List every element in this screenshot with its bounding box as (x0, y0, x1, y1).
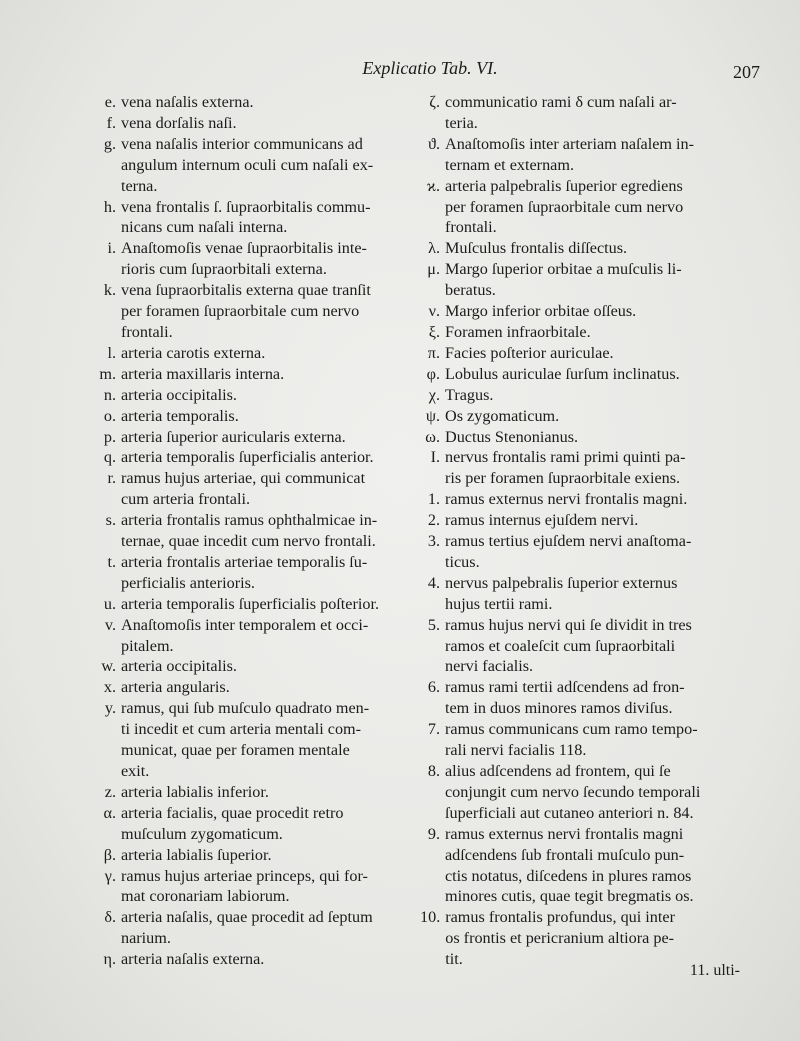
legend-entry-text (445, 761, 738, 824)
legend-entry (420, 427, 738, 448)
legend-entry-label: f. (106, 113, 116, 132)
text-line: vena frontalis ſ. ſupraorbitalis commu- (121, 197, 371, 216)
text-line: ticus. (445, 552, 480, 571)
legend-entry (420, 447, 738, 489)
legend-entry (420, 385, 738, 406)
legend-entry-label: μ. (427, 260, 440, 279)
legend-entry-label: ω. (425, 427, 440, 446)
legend-entry-text (121, 949, 406, 970)
text-line: communicatio rami δ cum naſali ar- (445, 93, 677, 111)
legend-entry-text (445, 719, 738, 761)
legend-entry (420, 824, 738, 908)
legend-entry (96, 197, 406, 239)
text-line: vena dorſalis naſi. (121, 113, 237, 132)
legend-entry-label: 6. (427, 678, 440, 697)
legend-entry-label: x. (103, 678, 116, 697)
legend-entry-text (445, 406, 738, 427)
legend-entry (420, 573, 738, 615)
legend-entry (96, 364, 406, 385)
text-line: ramos et coaleſcit cum ſupraorbitali (445, 636, 676, 655)
legend-entry-text (121, 615, 406, 657)
legend-entry (420, 134, 738, 176)
legend-entry-label: ϑ. (427, 134, 440, 153)
legend-entry-label: α. (103, 803, 116, 822)
legend-entry (96, 343, 406, 364)
text-line: rali nervi facialis 118. (445, 741, 587, 760)
legend-entry-text (121, 677, 406, 698)
legend-entry (96, 803, 406, 845)
legend-entry-label: r. (107, 469, 116, 488)
text-line: adſcendens ſub frontali muſculo pun- (445, 845, 685, 864)
legend-entry-label: ϰ. (426, 176, 440, 195)
text-line: ctis notatus, diſcedens in plures ramos (445, 866, 692, 885)
legend-entry-label: π. (427, 343, 440, 362)
legend-entry (96, 280, 406, 343)
text-line: ramus hujus arteriae, qui communicat (121, 469, 366, 488)
text-line: arteria temporalis ſuperficialis anterior. (121, 448, 374, 467)
text-line: Lobulus auriculae ſurſum inclinatus. (445, 364, 680, 383)
legend-entry-label: γ. (104, 866, 116, 885)
legend-entry-text (445, 824, 738, 908)
legend-entry (420, 489, 738, 510)
text-line: ramus frontalis profundus, qui inter (445, 908, 675, 927)
text-line: arteria labialis inferior. (121, 782, 269, 801)
legend-entry (96, 698, 406, 782)
legend-entry-text (121, 510, 406, 552)
legend-entry-label: q. (103, 448, 116, 467)
legend-entry-text (445, 322, 738, 343)
text-line: ramus externus nervi frontalis magni (445, 824, 684, 843)
legend-entry-label: o. (103, 406, 116, 425)
text-line: vena naſalis externa. (121, 93, 254, 111)
legend-entry-text (445, 92, 738, 134)
text-line: vena ſupraorbitalis externa quae tranſit (121, 281, 371, 300)
text-line: muſculum zygomaticum. (121, 824, 283, 843)
legend-entry-label: I. (430, 448, 440, 467)
text-line: rioris cum ſupraorbitali externa. (121, 260, 327, 279)
legend-entry (96, 238, 406, 280)
legend-entry-text (121, 343, 406, 364)
legend-entry (96, 385, 406, 406)
legend-entry (96, 510, 406, 552)
legend-entry-label: β. (103, 845, 116, 864)
legend-entry (96, 113, 406, 134)
text-line: arteria palpebralis ſuperior egrediens (445, 176, 683, 195)
text-line: arteria frontalis ramus ophthalmicae in- (121, 511, 378, 530)
page-number: 207 (733, 62, 760, 82)
text-line: exit. (121, 762, 150, 780)
legend-entry-label: η. (103, 950, 116, 969)
legend-entry-label: 9. (427, 824, 440, 843)
text-line: arteria temporalis. (121, 406, 239, 425)
legend-entry-label: t. (107, 552, 116, 571)
legend-entry-label: ζ. (429, 93, 440, 111)
legend-entry-text (121, 594, 406, 615)
right-column (420, 92, 738, 970)
legend-entry (420, 92, 738, 134)
legend-entry-label: 3. (427, 532, 440, 551)
legend-entry-label: ψ. (425, 406, 440, 425)
text-line: per foramen ſupraorbitale cum nervo (121, 302, 360, 321)
legend-entry-text (121, 134, 406, 197)
legend-entry-text (445, 677, 738, 719)
legend-entry-text (121, 803, 406, 845)
text-line: municat, quae per foramen mentale (121, 741, 350, 760)
legend-entry-text (445, 259, 738, 301)
text-line: ramus rami tertii adſcendens ad fron- (445, 678, 685, 697)
legend-entry-label: 4. (427, 573, 440, 592)
legend-entry (420, 322, 738, 343)
text-line: Os zygomaticum. (445, 406, 560, 425)
text-line: arteria maxillaris interna. (121, 364, 285, 383)
legend-entry (420, 510, 738, 531)
legend-entry-label: z. (104, 782, 116, 801)
legend-entry (96, 677, 406, 698)
text-line: tem in duos minores ramos diviſus. (445, 699, 673, 718)
text-line: ramus internus ejuſdem nervi. (445, 511, 639, 530)
legend-entry-label: 10. (420, 908, 441, 927)
running-head-title: Explicatio Tab. VI. (362, 58, 498, 78)
text-line: arteria ſuperior auricularis externa. (121, 427, 346, 446)
legend-entry-text (445, 615, 738, 678)
text-line: nervus palpebralis ſuperior externus (445, 573, 678, 592)
legend-entry-text (445, 364, 738, 385)
legend-entry-text (121, 364, 406, 385)
legend-entry-label: m. (99, 364, 116, 383)
text-line: arteria angularis. (121, 678, 230, 697)
legend-entry (96, 134, 406, 197)
text-line: Muſculus frontalis diſſectus. (445, 239, 628, 258)
legend-entry-label: 7. (427, 720, 440, 739)
text-line: terna. (121, 176, 158, 195)
legend-entry (96, 92, 406, 113)
legend-entry-text (445, 510, 738, 531)
legend-entry-text (121, 698, 406, 782)
legend-entry-text (121, 866, 406, 908)
text-line: Margo inferior orbitae oſſeus. (445, 302, 637, 321)
legend-entry-text (121, 845, 406, 866)
legend-entry (96, 447, 406, 468)
text-line: Margo ſuperior orbitae a muſculis li- (445, 260, 682, 279)
legend-entry (420, 238, 738, 259)
legend-entry (420, 364, 738, 385)
text-line: per foramen ſupraorbitale cum nervo (445, 197, 684, 216)
legend-entry-label: ξ. (428, 322, 440, 341)
legend-entry-text (121, 113, 406, 134)
legend-entry (420, 719, 738, 761)
text-line: hujus tertii rami. (445, 594, 553, 613)
text-line: arteria temporalis ſuperficialis poſterior. (121, 594, 380, 613)
text-line: beratus. (445, 281, 496, 300)
text-line: Tragus. (445, 385, 494, 404)
text-line: arteria naſalis, quae procedit ad ſeptum (121, 908, 373, 927)
legend-entry (96, 615, 406, 657)
legend-entry-label: φ. (426, 364, 440, 383)
legend-entry-text (445, 385, 738, 406)
legend-entry-label: λ. (428, 239, 440, 258)
text-line: ternae, quae incedit cum nervo frontali. (121, 532, 376, 551)
text-line: ramus hujus arteriae princeps, qui for- (121, 866, 368, 885)
legend-entry-label: 1. (427, 490, 440, 509)
legend-entry-text (121, 782, 406, 803)
text-line: pitalem. (121, 636, 174, 655)
text-line: ris per foramen ſupraorbitale exiens. (445, 469, 681, 488)
text-line: alius adſcendens ad frontem, qui ſe (445, 762, 671, 780)
text-line: arteria occipitalis. (121, 657, 237, 676)
text-line: Anaſtomoſis venae ſupraorbitalis inte- (121, 239, 367, 258)
legend-entry-text (445, 176, 738, 239)
legend-entry (96, 427, 406, 448)
legend-entry-text (121, 468, 406, 510)
legend-entry (420, 531, 738, 573)
text-line: perficialis anterioris. (121, 573, 255, 592)
legend-entry-text (121, 238, 406, 280)
legend-entry (96, 552, 406, 594)
legend-entry-text (445, 301, 738, 322)
text-line: tit. (445, 950, 463, 969)
legend-entry-label: w. (101, 657, 116, 676)
text-line: nervi facialis. (445, 657, 534, 676)
legend-entry-text (445, 427, 738, 448)
legend-entry-label: χ. (428, 385, 440, 404)
legend-entry (96, 907, 406, 949)
text-line: ramus externus nervi frontalis magni. (445, 490, 688, 509)
legend-entry-text (121, 385, 406, 406)
legend-entry (420, 761, 738, 824)
text-line: ramus, qui ſub muſculo quadrato men- (121, 699, 370, 718)
legend-entry-text (121, 907, 406, 949)
text-line: cum arteria frontali. (121, 490, 250, 509)
legend-entry-text (121, 447, 406, 468)
legend-entry-label: ν. (428, 302, 440, 321)
text-line: minores cutis, quae tegit bregmatis os. (445, 887, 694, 906)
legend-entry-text (121, 92, 406, 113)
legend-entry-label: l. (107, 343, 116, 362)
legend-entry-text (445, 531, 738, 573)
legend-entry-text (445, 343, 738, 364)
legend-entry-label: 8. (427, 762, 440, 780)
text-line: ternam et externam. (445, 155, 574, 174)
text-line: nicans cum naſali interna. (121, 218, 288, 237)
legend-entry (96, 782, 406, 803)
text-line: os frontis et pericranium altiora pe- (445, 929, 675, 948)
text-line: conjungit cum nervo ſecundo temporali (445, 782, 701, 801)
legend-entry-label: i. (107, 239, 116, 258)
text-line: ramus hujus nervi qui ſe dividit in tres (445, 615, 692, 634)
legend-entry-text (445, 447, 738, 489)
text-line: mat coronariam labiorum. (121, 887, 290, 906)
text-line: frontali. (445, 218, 497, 237)
legend-entry (420, 406, 738, 427)
legend-entry-text (445, 573, 738, 615)
text-line: Anaſtomoſis inter temporalem et occi- (121, 615, 369, 634)
legend-entry-label: δ. (104, 908, 116, 927)
legend-entry (420, 301, 738, 322)
legend-entry-text (121, 197, 406, 239)
catchword: 11. ulti- (689, 962, 740, 979)
legend-entry (420, 259, 738, 301)
legend-entry-text (121, 427, 406, 448)
legend-entry-text (445, 907, 738, 970)
text-line: ti incedit et cum arteria mentali com- (121, 720, 362, 739)
left-column (96, 92, 406, 970)
legend-entry-label: h. (103, 197, 116, 216)
legend-entry-text (121, 656, 406, 677)
legend-entry-label: 5. (427, 615, 440, 634)
legend-entry-label: g. (103, 134, 116, 153)
text-line: frontali. (121, 322, 173, 341)
legend-entry (420, 615, 738, 678)
legend-entry (420, 677, 738, 719)
text-line: arteria carotis externa. (121, 343, 266, 362)
text-line: ramus communicans cum ramo tempo- (445, 720, 698, 739)
legend-entry-label: p. (103, 427, 116, 446)
text-line: teria. (445, 113, 478, 132)
legend-entry-label: 2. (427, 511, 440, 530)
legend-entry (96, 594, 406, 615)
text-line: arteria frontalis arteriae temporalis ſu- (121, 552, 368, 571)
text-line: narium. (121, 929, 171, 948)
legend-entry (96, 406, 406, 427)
text-line: ramus tertius ejuſdem nervi anaſtoma- (445, 532, 692, 551)
text-line: ſuperficiali aut cutaneo anteriori n. 84. (445, 803, 694, 822)
legend-entry (96, 866, 406, 908)
legend-entry-text (121, 280, 406, 343)
legend-entry-label: k. (103, 281, 116, 300)
text-line: vena naſalis interior communicans ad (121, 134, 363, 153)
legend-entry-label: y. (104, 699, 116, 718)
legend-entry-label: e. (104, 93, 116, 111)
text-line: Facies poſterior auriculae. (445, 343, 614, 362)
legend-entry-text (121, 406, 406, 427)
legend-entry-label: s. (105, 511, 116, 530)
legend-entry-label: n. (103, 385, 116, 404)
text-line: arteria facialis, quae procedit retro (121, 803, 344, 822)
legend-entry-text (445, 489, 738, 510)
legend-entry (96, 949, 406, 970)
text-line: arteria naſalis externa. (121, 950, 265, 969)
text-line: arteria labialis ſuperior. (121, 845, 272, 864)
legend-entry (96, 656, 406, 677)
legend-entry (420, 343, 738, 364)
legend-entry (420, 907, 738, 970)
text-line: arteria occipitalis. (121, 385, 237, 404)
text-line: Foramen infraorbitale. (445, 322, 591, 341)
legend-entry (96, 845, 406, 866)
legend-entry-text (445, 238, 738, 259)
text-line: nervus frontalis rami primi quinti pa- (445, 448, 686, 467)
legend-entry-text (445, 134, 738, 176)
text-line: angulum internum oculi cum naſali ex- (121, 155, 374, 174)
text-line: Anaſtomoſis inter arteriam naſalem in- (445, 134, 695, 153)
legend-entry-text (121, 552, 406, 594)
legend-entry (420, 176, 738, 239)
text-line: Ductus Stenonianus. (445, 427, 579, 446)
legend-entry-label: v. (104, 615, 116, 634)
legend-entry-label: u. (103, 594, 116, 613)
legend-entry (96, 468, 406, 510)
